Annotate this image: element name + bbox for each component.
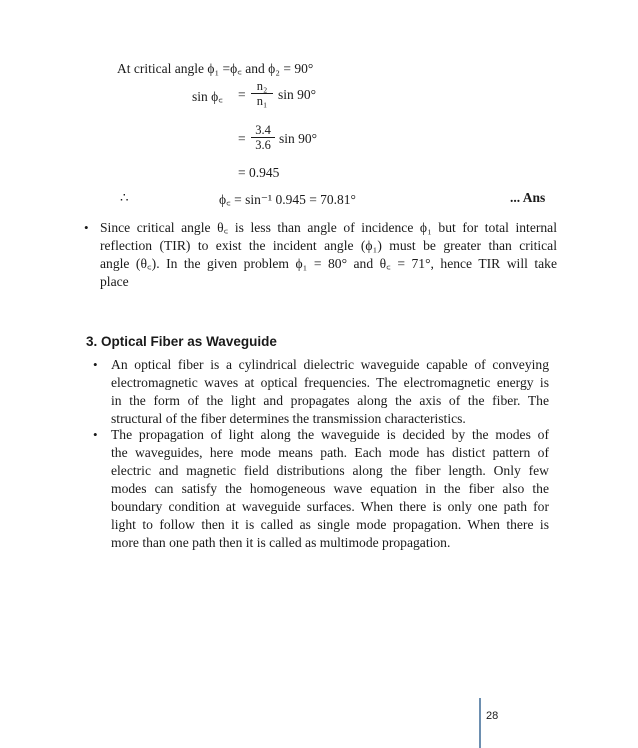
derivation-intro: At critical angle ϕ₁ =ϕ꜀ and ϕ₂ = 90°	[117, 61, 314, 76]
eq1-fraction	[251, 79, 273, 108]
eq1-rhs: sin 90°	[278, 87, 317, 102]
eq1-lhs: sin ϕ꜀	[192, 89, 223, 104]
eq2-fraction	[251, 123, 275, 152]
answer-label: ... Ans	[510, 190, 546, 205]
fiber-paragraph-2	[111, 426, 549, 552]
paragraph-line: the waveguides, here mode means path. Each mode has distict pattern of	[111, 445, 549, 460]
paragraph-line: An optical fiber is a cylindrical dielectric waveguide capable of conveying	[111, 357, 549, 372]
paragraph-line: boundary condition at waveguide surfaces. When there is only one path for	[111, 499, 549, 514]
paragraph-line: electromagnetic waves at optical frequencies. The electromagnetic energy is	[111, 375, 549, 390]
paragraph-line: more than one path then it is called as multimode propagation.	[111, 535, 451, 550]
therefore-symbol: ∴	[120, 190, 129, 205]
page-number: 28	[486, 710, 499, 722]
eq1-denominator: n₁	[256, 94, 268, 108]
tir-line: reflection (TIR) to exist the incident angle (ϕ₁) must be greater than critical	[100, 238, 557, 253]
critical-angle-result: ϕ꜀ = sin⁻¹ 0.945 = 70.81°	[219, 192, 356, 207]
paragraph-line: light to follow then it is called as single mode propagation. When there is	[111, 517, 549, 532]
eq2-equals: =	[238, 131, 246, 146]
eq1-equals: =	[238, 87, 246, 102]
paragraph-line: structural of the fiber determines the transmission characteristics.	[111, 411, 466, 426]
section-number: 3.	[86, 334, 98, 349]
paragraph-line: The propagation of light along the waveguide is decided by the modes of	[111, 427, 549, 442]
eq2-denominator: 3.6	[255, 138, 271, 152]
paragraph-line: electric and magnetic field distributions along the fiber length. Only few	[111, 463, 549, 478]
fiber-bullet: •	[93, 357, 98, 372]
tir-bullet: •	[84, 220, 89, 235]
tir-paragraph	[100, 219, 557, 291]
footer-divider	[479, 698, 481, 748]
tir-line: angle (θ꜀). In the given problem ϕ₁ = 80° and θ꜀ = 71°, hence TIR will take	[100, 256, 557, 271]
tir-line: Since critical angle θ꜀ is less than angle of incidence ϕ₁ but for total internal	[100, 220, 557, 235]
eq3-value: = 0.945	[238, 165, 280, 180]
fiber-bullet: •	[93, 427, 98, 442]
section-title: Optical Fiber as Waveguide	[101, 334, 277, 349]
section-heading	[86, 334, 277, 349]
tir-line: place	[100, 274, 129, 289]
fiber-paragraph-1	[111, 356, 549, 428]
paragraph-line: modes can satisfy the homogeneous wave equation in the fiber also the	[111, 481, 549, 496]
eq2-numerator: 3.4	[251, 123, 275, 138]
eq2-rhs: sin 90°	[279, 131, 318, 146]
eq1-numerator: n₂	[251, 79, 273, 94]
paragraph-line: in the form of the light and propagates along the axis of the fiber. The	[111, 393, 549, 408]
